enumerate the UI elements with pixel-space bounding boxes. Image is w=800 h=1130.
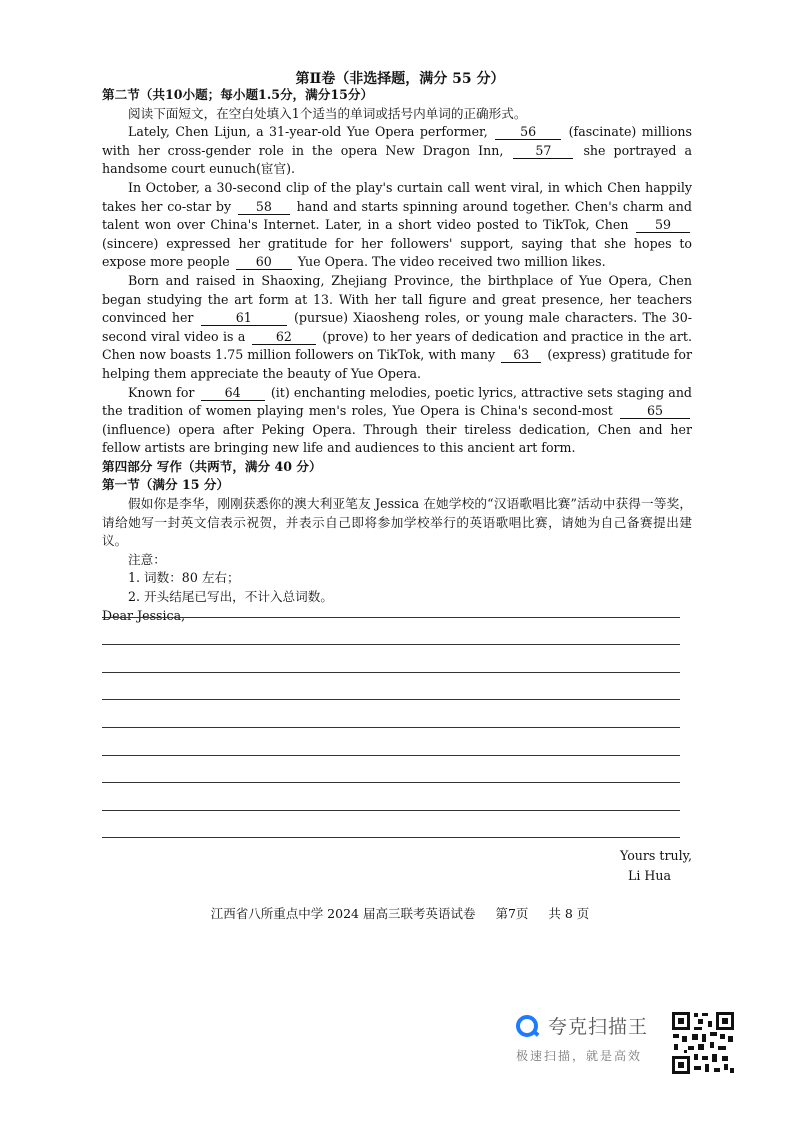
scanner-watermark <box>516 1012 666 1064</box>
signature: Li Hua <box>628 868 671 883</box>
section2-instruction: 阅读下面短文，在空白处填入1个适当的单词或括号内单词的正确形式。 <box>128 105 527 121</box>
passage-text: Yue Opera. The video received two million likes. <box>297 254 606 270</box>
writing-line <box>102 618 680 646</box>
section2-heading: 第二节（共10小题；每小题1.5分，满分15分） <box>102 87 374 102</box>
writing-line <box>102 783 680 811</box>
writing-prompt: 假如你是李华，刚刚获悉你的澳大利亚笔友 Jessica 在她学校的“汉语歌唱比赛”活动中获得一等奖，请给她写一封英文信表示祝贺，并表示自己即将参加学校举行的英语歌唱比赛，请她为自己备赛提出建议。 <box>102 496 692 549</box>
page-number: 第7页 <box>495 906 529 921</box>
blank-59: 59 <box>636 218 690 233</box>
blank-58: 58 <box>238 200 290 215</box>
passage-text: (it) enchanting melodies, poetic lyrics, attractive sets staging and the tradition of women playing men's roles, Yue Opera is China's second-most <box>102 384 692 419</box>
letter-greeting: Dear Jessica, <box>102 607 186 623</box>
passage-paragraph-1 <box>102 123 692 179</box>
blank-65: 65 <box>620 404 690 419</box>
passage-text: Known for <box>128 384 195 400</box>
writing-lines <box>102 590 680 838</box>
passage-text: (sincere) expressed her gratitude for her followers' support, saying that she hopes to expose more people <box>102 235 692 270</box>
note-item: 2. 开头结尾已写出，不计入总词数。 <box>128 589 333 605</box>
qr-code-icon <box>670 1010 736 1076</box>
passage-paragraph-4 <box>102 384 692 458</box>
passage-paragraph-2 <box>102 179 692 272</box>
passage-text: (prove) to her years of dedication and practice in the art. Chen now boasts 1.75 million followers on TikTok, with many <box>102 328 692 363</box>
passage-text: In October, a 30-second clip of the play's curtain call went viral, in which Chen happily takes her co-star by <box>102 179 692 214</box>
passage-paragraph-3 <box>102 272 692 384</box>
part4-section1-heading: 第一节（满分 15 分） <box>102 477 230 493</box>
notes-label: 注意： <box>128 551 166 567</box>
volume-title: 第Ⅱ卷（非选择题，满分 55 分） <box>295 71 505 87</box>
note-item: 1. 词数：80 左右； <box>128 570 240 586</box>
passage-text: hand and starts spinning around together. Chen's charm and talent won over China's Internet. Later, in a short video posted to TikTok, Chen <box>102 198 692 233</box>
passage-text: (pursue) Xiaosheng roles, or young male characters. The 30-second viral video is a <box>102 310 693 344</box>
page-total: 共 8 页 <box>548 906 590 921</box>
letter-closing <box>620 846 730 886</box>
passage-text: (express) gratitude for helping them appreciate the beauty of Yue Opera. <box>102 347 692 381</box>
writing-line <box>102 673 680 701</box>
part4-heading: 第四部分 写作（共两节，满分 40 分） <box>102 458 322 474</box>
page-footer <box>0 904 800 922</box>
passage-text: Lately, Chen Lijun, a 31-year-old Yue Opera performer, <box>128 124 488 140</box>
writing-line <box>102 590 680 618</box>
blank-56: 56 <box>495 125 561 140</box>
scanner-app-name: 夸克扫描王 <box>548 1016 649 1038</box>
blank-61: 61 <box>201 311 287 326</box>
passage-text: Born and raised in Shaoxing, Zhejiang Province, the birthplace of Yue Opera, Chen began studying the art form at 13. With her tall figure and great presence, her teachers convinced her <box>102 272 692 326</box>
writing-line <box>102 811 680 839</box>
writing-line <box>102 728 680 756</box>
blank-64: 64 <box>201 386 265 401</box>
scanner-slogan: 极速扫描，就是高效 <box>516 1049 643 1063</box>
quark-logo-icon <box>516 1015 538 1037</box>
blank-63: 63 <box>501 348 541 363</box>
writing-line <box>102 645 680 673</box>
passage-text: (fascinate) millions with her cross-gender role in the opera New Dragon Inn, <box>102 124 692 158</box>
closing-phrase: Yours truly, <box>620 848 693 863</box>
blank-57: 57 <box>513 144 573 159</box>
blank-62: 62 <box>252 330 316 345</box>
blank-60: 60 <box>236 255 292 270</box>
writing-line <box>102 756 680 784</box>
passage-text: she portrayed a handsome court eunuch(宦官). <box>102 142 692 177</box>
writing-line <box>102 700 680 728</box>
passage-text: (influence) opera after Peking Opera. Through their tireless dedication, Chen and her fellow artists are bringing new life and audiences to this ancient art form. <box>102 421 692 456</box>
exam-name: 江西省八所重点中学 2024 届高三联考英语试卷 <box>210 906 476 921</box>
exam-content <box>102 86 692 625</box>
